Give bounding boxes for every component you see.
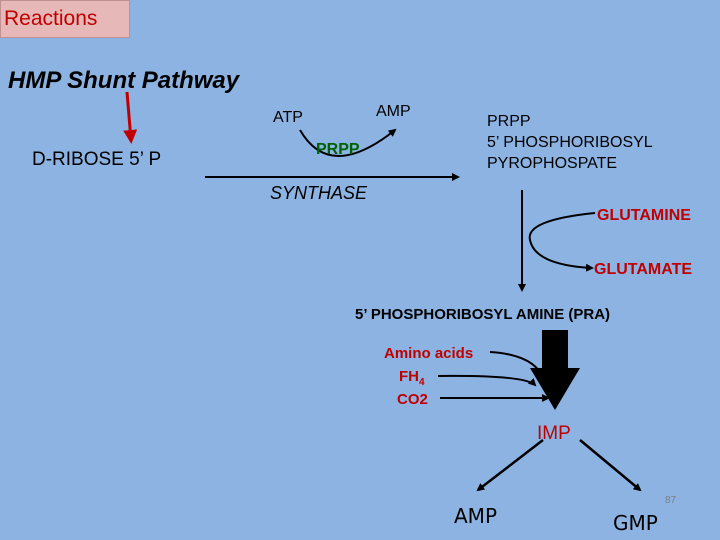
substrate-label: D-RIBOSE 5’ P [32, 149, 162, 170]
glutamate-label: GLUTAMATE [594, 261, 693, 278]
product-line3: PYROPHOSPATE [487, 155, 618, 172]
product-line1: PRPP [487, 113, 531, 130]
gmp-product-label: GMP [613, 511, 658, 535]
pra-to-imp-arrow-head [530, 368, 580, 410]
fh4-text: FH [399, 368, 419, 385]
reactions-tag: Reactions [0, 0, 130, 38]
enzyme-prpp-label: PRPP [316, 141, 360, 158]
fh4-label [399, 368, 425, 388]
amino-acids-label: Amino acids [384, 345, 474, 362]
page-title: HMP Shunt Pathway [8, 67, 240, 94]
amp-product-label: AMP [454, 504, 497, 528]
glutamine-glutamate-curve [530, 213, 595, 268]
amp-label: AMP [376, 103, 411, 120]
product-label [487, 111, 653, 174]
pra-label: 5’ PHOSPHORIBOSYL AMINE (PRA) [355, 306, 611, 323]
fh4-line [438, 376, 535, 385]
fh4-subscript: 4 [419, 377, 425, 388]
co2-label: CO2 [397, 391, 428, 408]
page-number: 87 [665, 495, 677, 506]
pra-to-imp-arrow-shaft [542, 330, 568, 370]
imp-label: IMP [537, 423, 571, 444]
atp-label: ATP [273, 109, 303, 126]
product-line2: 5’ PHOSPHORIBOSYL [487, 134, 653, 151]
glutamine-label: GLUTAMINE [597, 207, 691, 224]
imp-to-amp-arrow [478, 440, 543, 490]
imp-to-gmp-arrow [580, 440, 640, 490]
hmp-to-ribose-arrow [127, 92, 131, 140]
enzyme-synthase-label: SYNTHASE [270, 183, 368, 203]
